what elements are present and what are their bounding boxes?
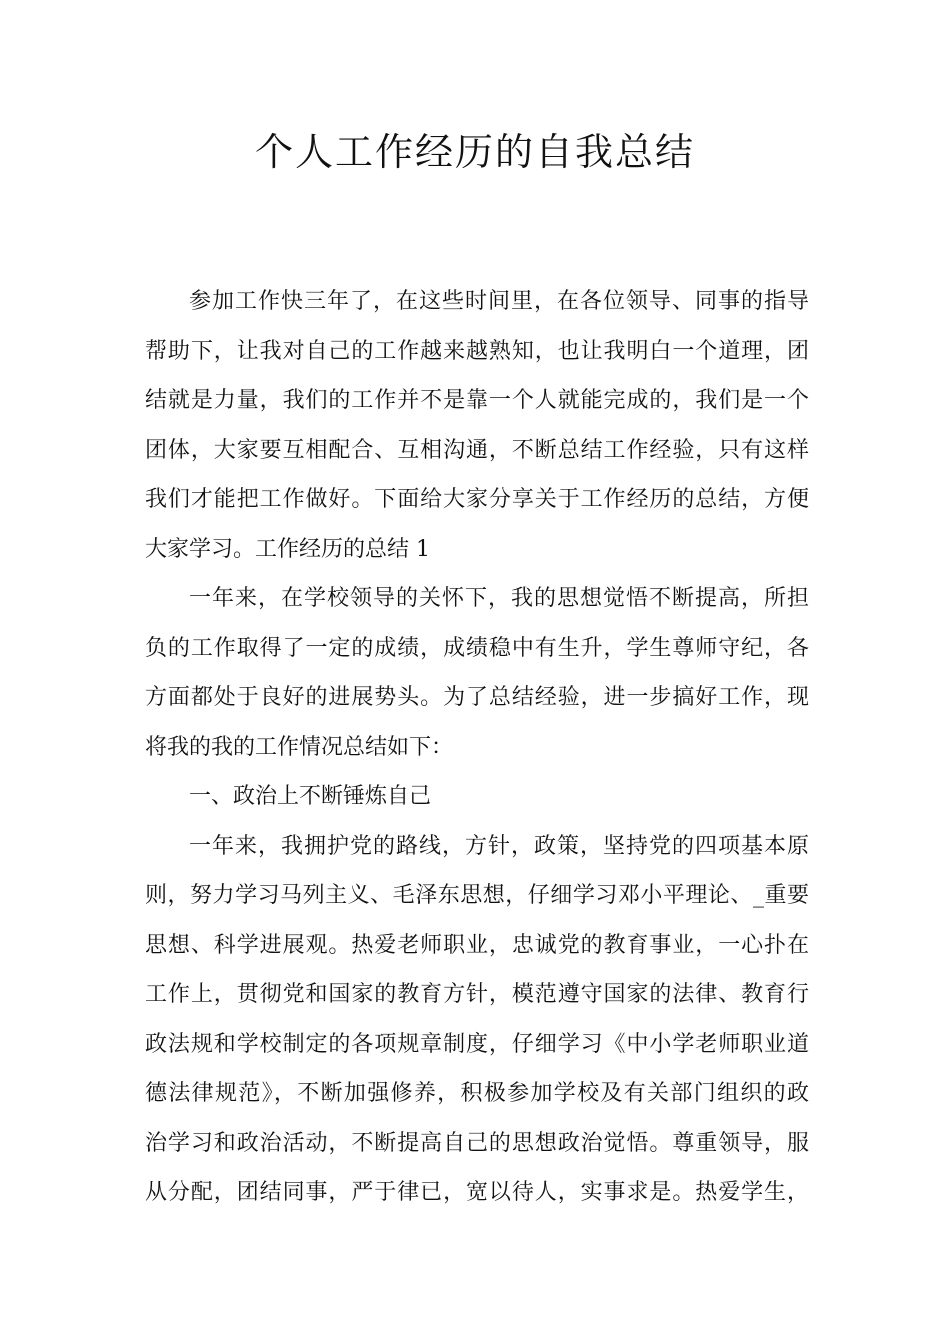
text-line: 参加工作快三年了，在这些时间里，在各位领导、同事的指导	[189, 289, 809, 314]
text-line: 帮助下，让我对自己的工作越来越熟知，也让我明白一个道理，团	[145, 338, 809, 364]
text-line: 将我的我的工作情况总结如下：	[145, 734, 454, 760]
text-line: 方面都处于良好的进展势头。为了总结经验，进一步搞好工作，现	[145, 685, 809, 710]
text-line: 我们才能把工作做好。下面给大家分享关于工作经历的总结，方便	[145, 487, 809, 512]
text-line: 德法律规范》，不断加强修养，积极参加学校及有关部门组织的政	[145, 1081, 809, 1106]
text-line: 负的工作取得了一定的成绩，成绩稳中有生升，学生尊师守纪，各	[145, 635, 809, 661]
text-line: 则，努力学习马列主义、毛泽东思想，仔细学习邓小平理论、_重要	[145, 883, 809, 908]
document-title: 个人工作经历的自我总结	[254, 130, 695, 174]
text-line: 政法规和学校制定的各项规章制度，仔细学习《中小学老师职业道	[145, 1031, 809, 1057]
text-line: 从分配，团结同事，严于律已，宽以待人，实事求是。热爱学生，	[145, 1180, 809, 1205]
text-line: 结就是力量，我们的工作并不是靠一个人就能完成的，我们是一个	[145, 388, 809, 413]
text-line: 团体，大家要互相配合、互相沟通，不断总结工作经验，只有这样	[145, 437, 809, 463]
document-body	[145, 281, 809, 1222]
text-line: 治学习和政治活动，不断提高自己的思想政治觉悟。尊重领导，服	[145, 1130, 809, 1156]
text-line: 一年来，在学校领导的关怀下，我的思想觉悟不断提高，所担	[189, 586, 809, 611]
text-line: 一、政治上不断锤炼自己	[189, 784, 432, 809]
text-line: 思想、科学进展观。热爱老师职业，忠诚党的教育事业，一心扑在	[145, 932, 809, 958]
text-line: 一年来，我拥护党的路线，方针，政策，坚持党的四项基本原	[189, 833, 809, 859]
text-line: 工作上，贯彻党和国家的教育方针，模范遵守国家的法律、教育行	[145, 982, 809, 1007]
text-line: 大家学习。工作经历的总结 1	[145, 536, 430, 562]
